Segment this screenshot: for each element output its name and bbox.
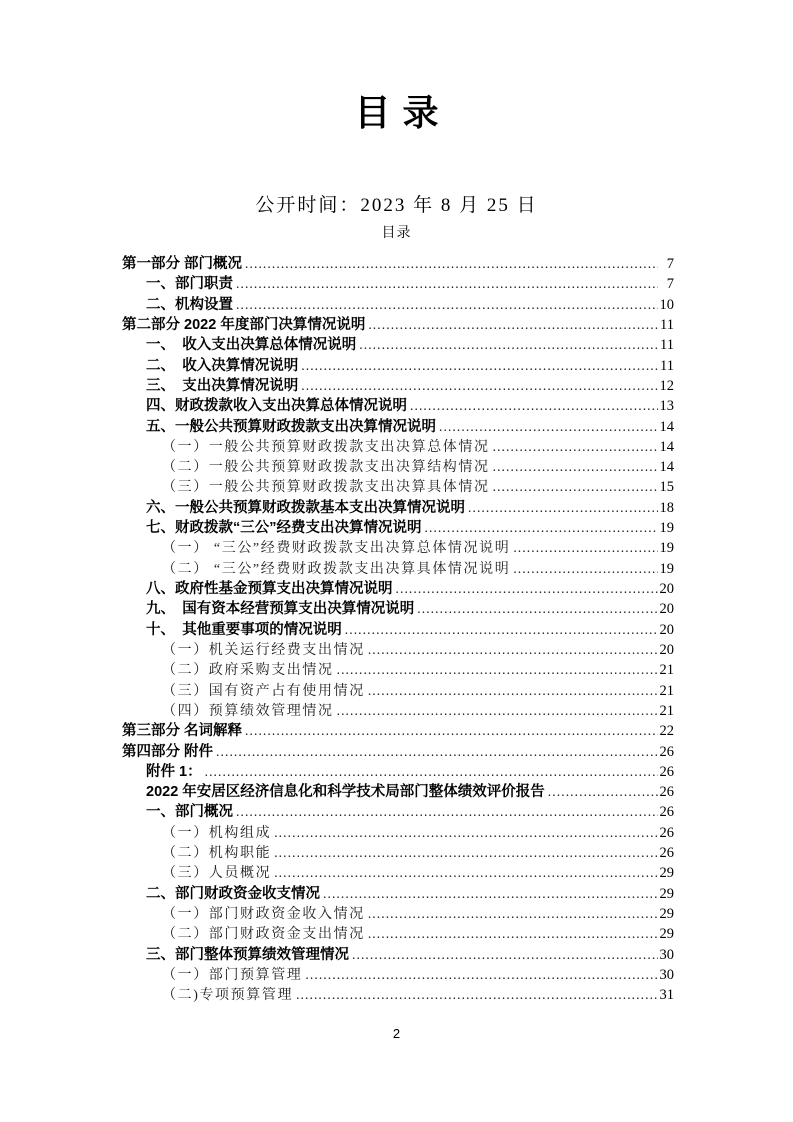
toc-entry[interactable] bbox=[122, 538, 674, 558]
toc-leader-dots bbox=[396, 579, 658, 599]
toc-entry-title: 十、 其他重要事项的情况说明 bbox=[146, 621, 342, 638]
toc-entry-title: 第四部分 附件 bbox=[122, 743, 214, 760]
toc-leader-dots bbox=[205, 762, 658, 782]
toc-entry-page: 19 bbox=[659, 560, 674, 577]
toc-entry-page: 20 bbox=[659, 581, 674, 597]
toc-entry[interactable] bbox=[122, 985, 674, 1005]
toc-entry[interactable] bbox=[122, 965, 674, 985]
toc-entry[interactable] bbox=[122, 599, 674, 619]
toc-entry[interactable] bbox=[122, 498, 674, 518]
toc-entry-page: 21 bbox=[659, 662, 674, 679]
toc-entry-title: （二）部门财政资金支出情况 bbox=[162, 927, 365, 943]
toc-entry[interactable] bbox=[122, 742, 674, 762]
toc-leader-dots bbox=[439, 417, 658, 437]
toc-leader-dots bbox=[236, 274, 658, 294]
toc-leader-dots bbox=[425, 518, 658, 538]
toc-leader-dots bbox=[548, 782, 658, 802]
toc-entry-page: 12 bbox=[659, 377, 674, 394]
toc-leader-dots bbox=[296, 985, 657, 1005]
toc-leader-dots bbox=[368, 315, 658, 335]
publish-date-line: 公开时间：2023 年 8 月 25 日 bbox=[255, 195, 538, 216]
toc-leader-dots bbox=[274, 843, 657, 863]
toc-entry-page: 26 bbox=[659, 804, 674, 821]
toc-entry-title: （二）政府采购支出情况 bbox=[162, 663, 334, 679]
toc-leader-dots bbox=[513, 538, 657, 558]
toc-entry-page: 14 bbox=[659, 438, 674, 455]
toc-leader-dots bbox=[468, 498, 658, 518]
toc-entry[interactable] bbox=[122, 924, 674, 944]
page-number: 2 bbox=[392, 1026, 401, 1041]
toc-entry[interactable] bbox=[122, 579, 674, 599]
toc-entry-title: （一）一般公共预算财政拨款支出决算总体情况 bbox=[162, 439, 490, 455]
toc-entry-page: 19 bbox=[659, 540, 674, 557]
toc-entry-page: 11 bbox=[660, 337, 674, 354]
toc-entry-page: 21 bbox=[659, 702, 674, 719]
toc-entry-page: 13 bbox=[659, 398, 674, 415]
toc-entry-page: 14 bbox=[659, 418, 674, 435]
toc-entry-page: 7 bbox=[666, 276, 674, 293]
toc-leader-dots bbox=[368, 904, 658, 924]
toc-leader-dots bbox=[301, 376, 657, 396]
toc-leader-dots bbox=[352, 945, 658, 965]
toc-heading: 目录 bbox=[381, 226, 412, 241]
toc-entry-page: 26 bbox=[659, 743, 674, 760]
toc-entry[interactable] bbox=[122, 640, 674, 660]
toc-entry-page: 29 bbox=[659, 906, 674, 922]
toc-entry-title: （四）预算绩效管理情况 bbox=[162, 703, 334, 719]
toc-leader-dots bbox=[359, 335, 658, 355]
toc-entry-title: （二）机构职能 bbox=[162, 846, 272, 862]
toc-entry-page: 15 bbox=[659, 479, 674, 496]
toc-entry-page: 30 bbox=[659, 966, 674, 983]
toc-entry-title: （一）机构组成 bbox=[162, 825, 272, 841]
toc-leader-dots bbox=[493, 457, 658, 477]
toc-leader-dots bbox=[274, 863, 657, 883]
toc-entry-title: 一、部门概况 bbox=[146, 804, 233, 821]
toc-entry[interactable] bbox=[122, 254, 674, 274]
toc-entry-title: 五、一般公共预算财政拨款支出决算情况说明 bbox=[146, 418, 436, 435]
toc-entry-page: 20 bbox=[659, 641, 674, 658]
toc-entry-title: 一、 收入支出决算总体情况说明 bbox=[146, 337, 357, 354]
toc-entry-page: 26 bbox=[659, 784, 674, 801]
toc-entry[interactable] bbox=[122, 945, 674, 965]
toc-entry-title: 八、政府性基金预算支出决算情况说明 bbox=[146, 581, 393, 597]
toc-entry-title: 三、 支出决算情况说明 bbox=[146, 377, 299, 394]
toc-entry-page: 10 bbox=[659, 296, 674, 313]
toc-leader-dots bbox=[410, 396, 658, 416]
toc-entry[interactable] bbox=[122, 660, 674, 680]
table-of-contents bbox=[122, 254, 674, 1006]
toc-entry-page: 19 bbox=[659, 520, 674, 537]
toc-entry[interactable] bbox=[122, 620, 674, 640]
toc-entry[interactable] bbox=[122, 823, 674, 843]
toc-entry-page: 20 bbox=[659, 621, 674, 638]
toc-entry[interactable] bbox=[122, 843, 674, 863]
toc-entry-title: （一）机关运行经费支出情况 bbox=[162, 642, 365, 658]
toc-entry-title: （二）一般公共预算财政拨款支出决算结构情况 bbox=[162, 460, 490, 476]
toc-leader-dots bbox=[245, 721, 657, 741]
toc-entry[interactable] bbox=[122, 701, 674, 721]
toc-entry[interactable] bbox=[122, 376, 674, 396]
toc-entry-title: （一）部门财政资金收入情况 bbox=[162, 907, 365, 922]
toc-entry-title: 第二部分 2022 年度部门决算情况说明 bbox=[122, 316, 366, 333]
toc-entry-title: （三）国有资产占有使用情况 bbox=[162, 683, 365, 699]
toc-leader-dots bbox=[337, 660, 658, 680]
toc-leader-dots bbox=[493, 437, 658, 457]
toc-entry[interactable] bbox=[122, 396, 674, 416]
toc-entry-page: 7 bbox=[666, 256, 674, 272]
toc-entry-page: 14 bbox=[659, 459, 674, 476]
toc-entry[interactable] bbox=[122, 802, 674, 822]
toc-leader-dots bbox=[368, 924, 658, 944]
toc-entry-page: 31 bbox=[659, 987, 674, 1004]
toc-entry-page: 20 bbox=[659, 601, 674, 618]
toc-leader-dots bbox=[345, 620, 658, 640]
toc-entry[interactable] bbox=[122, 721, 674, 741]
toc-entry[interactable] bbox=[122, 762, 674, 782]
toc-entry-title: （二） “三公”经费财政拨款支出决算具体情况说明 bbox=[162, 561, 511, 577]
toc-entry-page: 18 bbox=[659, 499, 674, 516]
toc-leader-dots bbox=[493, 477, 658, 497]
toc-entry-page: 26 bbox=[659, 845, 674, 862]
toc-entry[interactable] bbox=[122, 681, 674, 701]
toc-entry[interactable] bbox=[122, 782, 674, 802]
toc-entry-title: （二)专项预算管理 bbox=[162, 988, 294, 1004]
toc-entry[interactable] bbox=[122, 518, 674, 538]
toc-entry-title: 一、部门职责 bbox=[146, 276, 233, 293]
toc-leader-dots bbox=[236, 295, 658, 315]
toc-entry[interactable] bbox=[122, 477, 674, 497]
toc-entry-title: （三）人员概况 bbox=[162, 866, 272, 882]
toc-entry-title: 四、财政拨款收入支出决算总体情况说明 bbox=[146, 398, 407, 415]
toc-entry-page: 22 bbox=[659, 723, 674, 740]
toc-leader-dots bbox=[368, 640, 658, 660]
toc-entry-page: 26 bbox=[659, 824, 674, 841]
toc-entry[interactable] bbox=[122, 904, 674, 924]
toc-entry[interactable] bbox=[122, 295, 674, 315]
toc-entry-title: （三）一般公共预算财政拨款支出决算具体情况 bbox=[162, 480, 490, 496]
toc-entry[interactable] bbox=[122, 315, 674, 335]
toc-entry[interactable] bbox=[122, 335, 674, 355]
toc-entry[interactable] bbox=[122, 274, 674, 294]
toc-entry[interactable] bbox=[122, 457, 674, 477]
toc-entry-title: 三、部门整体预算绩效管理情况 bbox=[146, 946, 349, 963]
toc-entry[interactable] bbox=[122, 863, 674, 883]
toc-entry[interactable] bbox=[122, 417, 674, 437]
toc-entry-title: 九、 国有资本经营预算支出决算情况说明 bbox=[146, 601, 415, 618]
toc-entry-page: 29 bbox=[659, 885, 674, 902]
toc-leader-dots bbox=[368, 681, 658, 701]
toc-entry[interactable] bbox=[122, 884, 674, 904]
toc-entry[interactable] bbox=[122, 437, 674, 457]
toc-leader-dots bbox=[417, 599, 657, 619]
toc-entry-title: 二、机构设置 bbox=[146, 296, 233, 313]
toc-entry-page: 11 bbox=[660, 357, 674, 374]
document-title: 目录 bbox=[354, 92, 451, 133]
toc-leader-dots bbox=[305, 965, 657, 985]
toc-leader-dots bbox=[337, 701, 658, 721]
toc-entry-page: 11 bbox=[660, 316, 674, 333]
toc-leader-dots bbox=[274, 823, 657, 843]
toc-entry-page: 30 bbox=[659, 946, 674, 963]
toc-entry-title: （一）部门预算管理 bbox=[162, 967, 303, 983]
toc-leader-dots bbox=[216, 742, 657, 762]
toc-leader-dots bbox=[513, 559, 657, 579]
toc-leader-dots bbox=[236, 802, 658, 822]
toc-leader-dots bbox=[245, 254, 658, 274]
toc-entry-title: 附件 1： bbox=[146, 763, 202, 780]
toc-entry-title: 六、一般公共预算财政拨款基本支出决算情况说明 bbox=[146, 499, 465, 516]
toc-entry-page: 29 bbox=[659, 865, 674, 882]
toc-entry-title: （一） “三公”经费财政拨款支出决算总体情况说明 bbox=[162, 541, 511, 557]
toc-entry-title: 七、财政拨款“三公”经费支出决算情况说明 bbox=[146, 520, 422, 537]
toc-entry[interactable] bbox=[122, 559, 674, 579]
toc-entry-title: 二、 收入决算情况说明 bbox=[146, 357, 299, 374]
toc-entry-page: 29 bbox=[659, 926, 674, 943]
toc-entry-title: 第一部分 部门概况 bbox=[122, 256, 243, 272]
toc-entry-title: 二、部门财政资金收支情况 bbox=[146, 885, 320, 902]
toc-entry-page: 26 bbox=[659, 763, 674, 780]
toc-entry-title: 第三部分 名词解释 bbox=[122, 723, 243, 740]
toc-entry-page: 21 bbox=[659, 682, 674, 699]
toc-leader-dots bbox=[323, 884, 658, 904]
toc-entry[interactable] bbox=[122, 356, 674, 376]
toc-entry-title: 2022 年安居区经济信息化和科学技术局部门整体绩效评价报告 bbox=[146, 784, 545, 801]
toc-leader-dots bbox=[301, 356, 658, 376]
